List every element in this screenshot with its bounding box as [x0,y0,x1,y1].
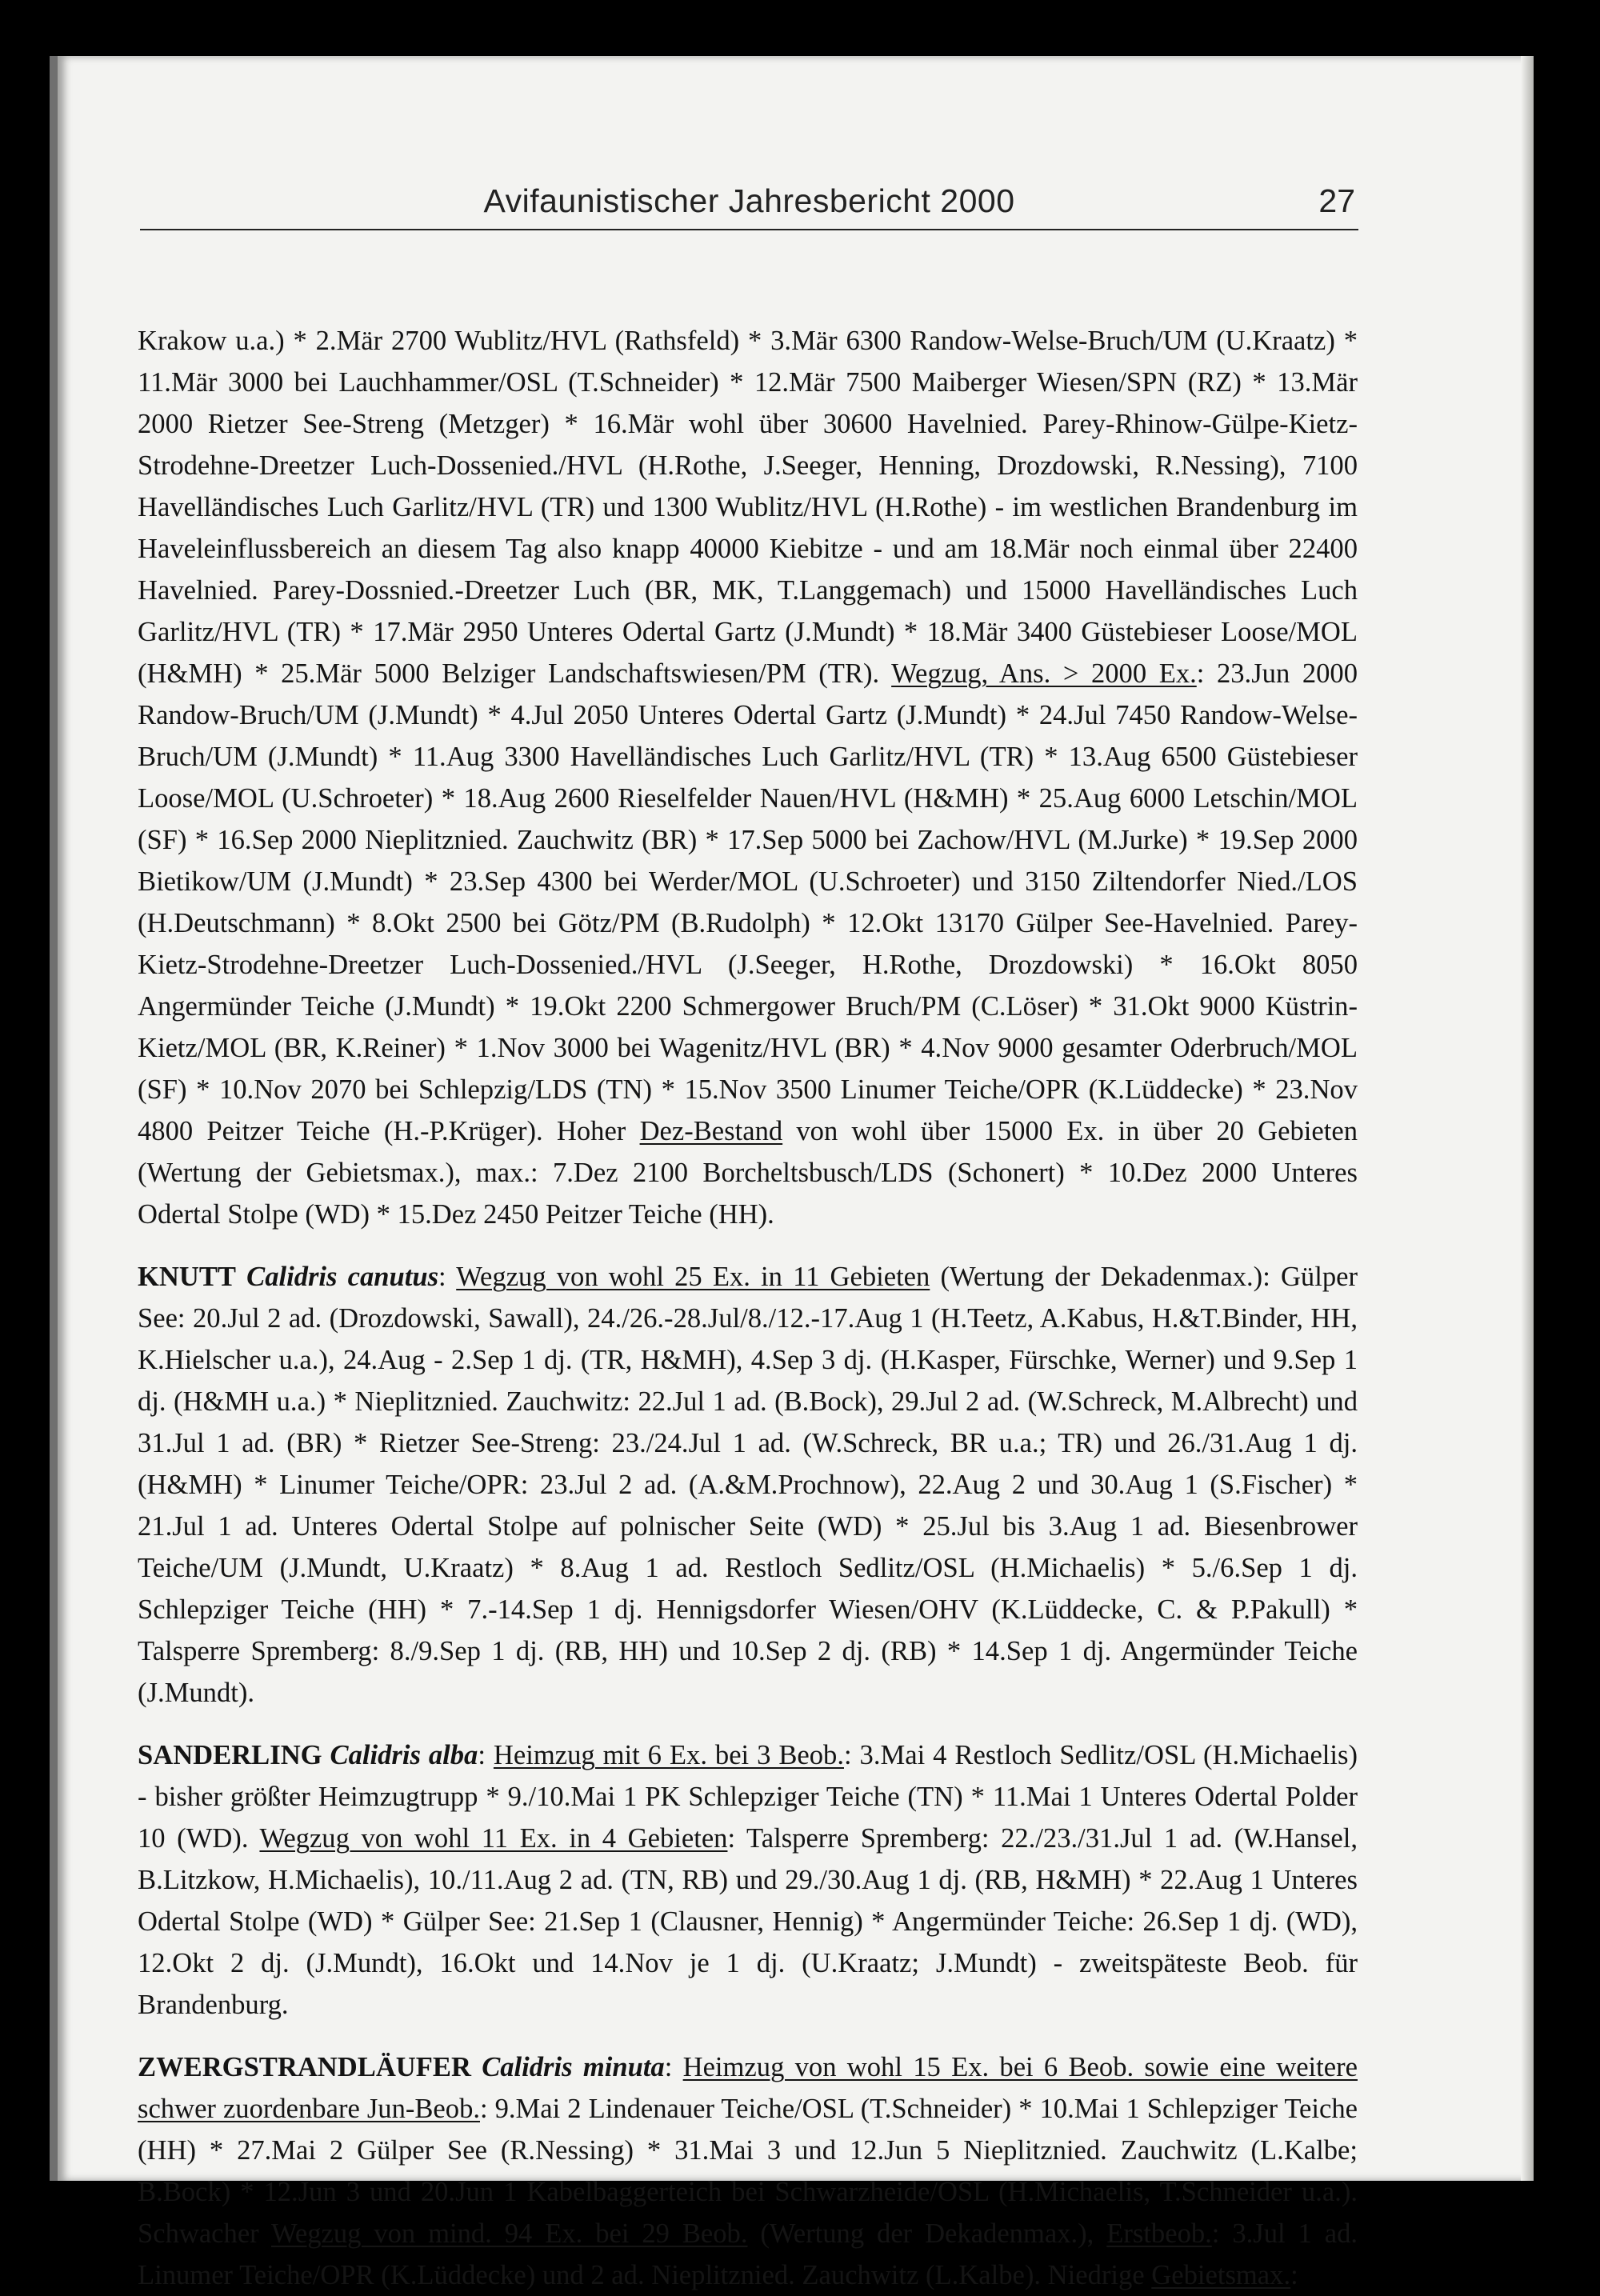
running-title: Avifaunistischer Jahresbericht 2000 [483,182,1015,219]
text-segment: : [478,1740,494,1770]
text-segment: : 23.Jun 2000 Randow-Bruch/UM (J.Mundt) * 4.Jul 2050 Unteres Odertal Gartz (J.Mundt) * 24.Jul 7450 Randow-Welse-Bruch/UM (J.Mundt) * 11.Aug 3300 Havelländisches Luch Garlitz/HVL (TR) * 13.Aug 6500 Güstebieser Loose/MOL (U.Schroeter) * 18.Aug 2600 Rieselfelder Nauen/HVL (H&MH) * 25.Aug 6000 Letschin/MOL (SF) * 16.Sep 2000 Nieplitznied. Zauchwitz (BR) * 17.Sep 5000 bei Zachow/HVL (M.Jurke) * 19.Sep 2000 Bietikow/UM (J.Mundt) * 23.Sep 4300 bei Werder/MOL (U.Schroeter) und 3150 Ziltendorfer Nied./LOS (H.Deutschmann) * 8.Okt 2500 bei Götz/PM (B.Rudolph) * 12.Okt 13170 Gülper See-Havelnied. Parey-Kietz-Strodehne-Dreetzer Luch-Dossenied./HVL (J.Seeger, H.Rothe, Drozdowski) * 16.Okt 8050 Angermünder Teiche (J.Mundt) * 19.Okt 2200 Schmergower Bruch/PM (C.Löser) * 31.Okt 9000 Küstrin-Kietz/MOL (BR, K.Reiner) * 1.Nov 3000 bei Wagenitz/HVL (BR) * 4.Nov 9000 gesamter Oderbruch/MOL (SF) * 10.Nov 2070 bei Schlepzig/LDS (TN) * 15.Nov 3500 Linumer Teiche/OPR (K.Lüddecke) * 23.Nov 4800 Peitzer Teiche (H.-P.Krüger). Hoher [138,658,1358,1146]
text-segment: : 9.Mai 2 Lindenauer Teiche/OSL (T.Schneider) * 10.Mai 1 Schlepziger Teiche (HH) * 27.Mai 2 Gülper See (R.Nessing) * 31.Mai 3 und 12.Jun 5 Nieplitznied. Zauchwitz (L.Kalbe; B.Bock) * 12.Jun 3 und 20.Jun 1 Kabelbaggerteich bei Schwarzheide/OSL (H.Michaelis, T.Schneider u.a.). Schwacher [138,2094,1358,2249]
underlined-heading: Heimzug von wohl 15 Ex. bei 6 Beob. sowie eine weitere schwer zuordenbare Jun-Beob. [138,2052,1358,2124]
latin-name: Calidris minuta [482,2052,665,2082]
text-segment: Krakow u.a.) * 2.Mär 2700 Wublitz/HVL (Rathsfeld) * 3.Mär 6300 Randow-Welse-Bruch/UM (U.Kraatz) * 11.Mär 3000 bei Lauchhammer/OSL (T.Schneider) * 12.Mär 7500 Maiberger Wiesen/SPN (RZ) * 13.Mär 2000 Rietzer See-Streng (Metzger) * 16.Mär wohl über 30600 Havelnied. Parey-Rhinow-Gülpe-Kietz-Strodehne-Dreetzer Luch-Dossenied./HVL (H.Rothe, J.Seeger, Henning, Drozdowski, R.Nessing), 7100 Havelländisches Luch Garlitz/HVL (TR) und 1300 Wublitz/HVL (H.Rothe) - im westlichen Brandenburg im Haveleinflussbereich an diesem Tag also knapp 40000 Kiebitze - und am 18.Mär noch einmal über 22400 Havelnied. Parey-Dossnied.-Dreetzer Luch (BR, MK, T.Langgemach) und 15000 Havelländisches Luch Garlitz/HVL (TR) * 17.Mär 2950 Unteres Odertal Gartz (J.Mundt) * 18.Mär 3400 Güstebieser Loose/MOL (H&MH) * 25.Mär 5000 Belziger Landschaftswiesen/PM (TR). [138,326,1358,689]
species-name: KNUTT [138,1262,236,1292]
paragraph-sanderling [138,1734,1358,2026]
text-segment: : 3.Jul 1 ad. Linumer Teiche/OPR (K.Lüddecke) und 2 ad. Nieplitznied. Zauchwitz (L.Kalbe). Niedrige [138,2218,1358,2290]
underlined-heading: Wegzug, Ans. > 2000 Ex. [891,658,1197,689]
running-header [140,176,1358,230]
body-text [138,320,1358,2296]
underlined-heading: Wegzug von wohl 25 Ex. in 11 Gebieten [456,1262,930,1292]
paragraph-kiebitz-continued [138,320,1358,1235]
latin-name: Calidris alba [330,1740,478,1770]
page-number: 27 [1318,182,1355,219]
underlined-heading: Wegzug von mind. 94 Ex. bei 29 Beob. [270,2218,748,2249]
species-name: ZWERGSTRANDLÄUFER [138,2052,471,2082]
text-segment: : Talsperre Spremberg: 22./23./31.Jul 1 ad. (W.Hansel, B.Litzkow, H.Michaelis), 10./11.Aug 2 ad. (TN, RB) und 29./30.Aug 1 dj. (RB, H&MH) * 22.Aug 1 Unteres Odertal Stolpe (WD) * Gülper See: 21.Sep 1 (Clausner, Hennig) * Angermünder Teiche: 26.Sep 1 dj. (WD), 12.Okt 2 dj. (J.Mundt), 16.Okt und 14.Nov je 1 dj. (U.Kraatz; J.Mundt) - zweitspäteste Beob. für Brandenburg. [138,1823,1358,2020]
underlined-heading: Erstbeob. [1106,2218,1212,2249]
text-segment: : [664,2052,683,2082]
page-edge [1521,56,1534,2181]
text-segment: (Wertung der Dekadenmax.), [747,2218,1107,2249]
text-segment: : [1290,2260,1298,2290]
underlined-heading: Wegzug von wohl 11 Ex. in 4 Gebieten [259,1823,728,1854]
paragraph-zwergstrandlaeufer [138,2046,1358,2296]
underlined-heading: Dez-Bestand [639,1116,783,1146]
text-segment: : 3.Mai 4 Restloch Sedlitz/OSL (H.Michaelis) - bisher größter Heimzugtrupp * 9./10.Mai 1 PK Schlepziger Teiche (TN) * 11.Mai 1 Unteres Odertal Polder 10 (WD). [138,1740,1358,1854]
text-segment: : [438,1262,457,1292]
latin-name: Calidris canutus [246,1262,439,1292]
underlined-heading: Gebietsmax. [1151,2260,1291,2290]
text-segment: von wohl über 15000 Ex. in über 20 Gebieten (Wertung der Gebietsmax.), max.: 7.Dez 2100 Borcheltsbusch/LDS (Schonert) * 10.Dez 2000 Unteres Odertal Stolpe (WD) * 15.Dez 2450 Peitzer Teiche (HH). [138,1116,1358,1230]
species-name: SANDERLING [138,1740,322,1770]
underlined-heading: Heimzug mit 6 Ex. bei 3 Beob. [493,1740,844,1770]
paragraph-knutt [138,1256,1358,1714]
text-segment: (Wertung der Dekadenmax.): Gülper See: 20.Jul 2 ad. (Drozdowski, Sawall), 24./26.-28.Jul/8./12.-17.Aug 1 (H.Teetz, A.Kabus, H.&T.Binder, HH, K.Hielscher u.a.), 24.Aug - 2.Sep 1 dj. (TR, H&MH), 4.Sep 3 dj. (H.Kasper, Fürschke, Werner) und 9.Sep 1 dj. (H&MH u.a.) * Nieplitznied. Zauchwitz: 22.Jul 1 ad. (B.Bock), 29.Jul 2 ad. (W.Schreck, M.Albrecht) und 31.Jul 1 ad. (BR) * Rietzer See-Streng: 23./24.Jul 1 ad. (W.Schreck, BR u.a.; TR) und 26./31.Aug 1 dj. (H&MH) * Linumer Teiche/OPR: 23.Jul 2 ad. (A.&M.Prochnow), 22.Aug 2 und 30.Aug 1 (S.Fischer) * 21.Jul 1 ad. Unteres Odertal Stolpe auf polnischer Seite (WD) * 25.Jul bis 3.Aug 1 ad. Biesenbrower Teiche/UM (J.Mundt, U.Kraatz) * 8.Aug 1 ad. Restloch Sedlitz/OSL (H.Michaelis) * 5./6.Sep 1 dj. Schlepziger Teiche (HH) * 7.-14.Sep 1 dj. Hennigsdorfer Wiesen/OHV (K.Lüddecke, C. & P.Pakull) * Talsperre Spremberg: 8./9.Sep 1 dj. (RB, HH) und 10.Sep 2 dj. (RB) * 14.Sep 1 dj. Angermünder Teiche (J.Mundt). [138,1262,1358,1708]
